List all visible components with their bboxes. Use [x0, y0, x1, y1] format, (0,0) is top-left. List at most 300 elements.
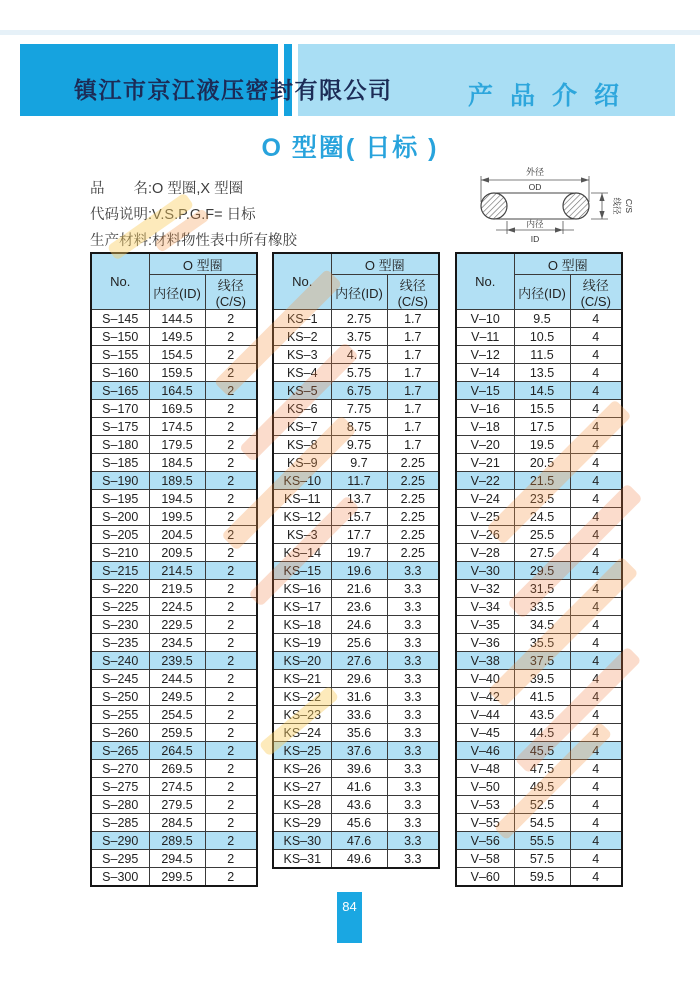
cell-id: 269.5 [149, 760, 205, 778]
cell-no: S–295 [91, 850, 149, 868]
table-row [456, 778, 622, 796]
cell-id: 2.75 [331, 310, 387, 328]
cell-no: V–56 [456, 832, 514, 850]
cell-cs: 4 [570, 526, 622, 544]
cell-id: 34.5 [514, 616, 570, 634]
table-row [456, 796, 622, 814]
table-row [456, 454, 622, 472]
table-row [273, 400, 439, 418]
cell-cs: 4 [570, 634, 622, 652]
cell-no: KS–22 [273, 688, 331, 706]
cell-cs: 4 [570, 508, 622, 526]
cell-cs: 1.7 [387, 382, 439, 400]
cell-cs: 2.25 [387, 508, 439, 526]
cell-cs: 3.3 [387, 832, 439, 850]
spec-table-ks-series [272, 252, 440, 869]
table-row [91, 436, 257, 454]
col-header-id: 内径(ID) [514, 275, 570, 310]
page-number-badge: 84 [337, 892, 362, 943]
cell-cs: 4 [570, 670, 622, 688]
cell-id: 44.5 [514, 724, 570, 742]
table-row [456, 850, 622, 868]
cell-cs: 4 [570, 724, 622, 742]
cell-cs: 3.3 [387, 598, 439, 616]
cell-cs: 1.7 [387, 310, 439, 328]
cell-id: 234.5 [149, 634, 205, 652]
table-row [273, 382, 439, 400]
cell-cs: 3.3 [387, 562, 439, 580]
cell-no: V–53 [456, 796, 514, 814]
cell-no: KS–3 [273, 346, 331, 364]
cell-cs: 2 [205, 850, 257, 868]
cell-id: 279.5 [149, 796, 205, 814]
cell-id: 249.5 [149, 688, 205, 706]
table-row [91, 778, 257, 796]
cell-id: 19.6 [331, 562, 387, 580]
cell-no: KS–20 [273, 652, 331, 670]
table-row [273, 490, 439, 508]
cell-id: 219.5 [149, 580, 205, 598]
cell-no: V–34 [456, 598, 514, 616]
cs-label: 线径 [612, 197, 622, 215]
cell-id: 25.5 [514, 526, 570, 544]
cell-no: KS–18 [273, 616, 331, 634]
table-row [91, 850, 257, 868]
cell-no: KS–3 [273, 526, 331, 544]
cell-cs: 1.7 [387, 418, 439, 436]
cell-no: S–250 [91, 688, 149, 706]
table-row [91, 400, 257, 418]
cell-no: V–40 [456, 670, 514, 688]
cell-no: V–36 [456, 634, 514, 652]
cell-id: 209.5 [149, 544, 205, 562]
cell-no: V–58 [456, 850, 514, 868]
cell-cs: 4 [570, 544, 622, 562]
cell-no: S–255 [91, 706, 149, 724]
table-row [456, 814, 622, 832]
table-row [456, 418, 622, 436]
cell-cs: 2 [205, 346, 257, 364]
table-row [456, 508, 622, 526]
cell-no: S–290 [91, 832, 149, 850]
table-row [273, 346, 439, 364]
od-code: OD [528, 182, 542, 192]
cell-cs: 4 [570, 328, 622, 346]
table-row [91, 760, 257, 778]
cell-id: 37.6 [331, 742, 387, 760]
cell-cs: 4 [570, 382, 622, 400]
cell-no: S–185 [91, 454, 149, 472]
material-line: 生产材料:材料物性表中所有橡胶 [90, 233, 298, 249]
cell-no: V–42 [456, 688, 514, 706]
cell-id: 47.5 [514, 760, 570, 778]
cell-id: 199.5 [149, 508, 205, 526]
table-row [91, 706, 257, 724]
cell-no: KS–12 [273, 508, 331, 526]
cell-id: 45.5 [514, 742, 570, 760]
cell-cs: 2 [205, 868, 257, 887]
cell-no: S–205 [91, 526, 149, 544]
cell-cs: 2 [205, 670, 257, 688]
cell-cs: 2 [205, 778, 257, 796]
cell-no: V–32 [456, 580, 514, 598]
table-row [91, 310, 257, 328]
table-row [91, 634, 257, 652]
table-row [273, 562, 439, 580]
cell-id: 52.5 [514, 796, 570, 814]
cell-id: 31.5 [514, 580, 570, 598]
cell-cs: 2 [205, 760, 257, 778]
table-row [273, 742, 439, 760]
table-row [91, 562, 257, 580]
cell-id: 239.5 [149, 652, 205, 670]
cell-cs: 4 [570, 400, 622, 418]
cell-no: V–30 [456, 562, 514, 580]
table-row [91, 544, 257, 562]
cell-cs: 4 [570, 310, 622, 328]
table-row [273, 328, 439, 346]
cell-id: 179.5 [149, 436, 205, 454]
cell-cs: 2 [205, 364, 257, 382]
cell-cs: 2 [205, 634, 257, 652]
table-row [273, 832, 439, 850]
table-row [456, 670, 622, 688]
cell-cs: 3.3 [387, 796, 439, 814]
table-row [456, 472, 622, 490]
col-header-id: 内径(ID) [149, 275, 205, 310]
cell-no: V–10 [456, 310, 514, 328]
cell-id: 49.5 [514, 778, 570, 796]
cell-id: 20.5 [514, 454, 570, 472]
cell-no: V–28 [456, 544, 514, 562]
table-row [456, 346, 622, 364]
cell-cs: 4 [570, 346, 622, 364]
cell-no: V–38 [456, 652, 514, 670]
col-header-cs: 线径(C/S) [387, 275, 439, 310]
cell-no: KS–29 [273, 814, 331, 832]
cell-cs: 2 [205, 436, 257, 454]
cell-id: 189.5 [149, 472, 205, 490]
table-row [91, 688, 257, 706]
cell-cs: 4 [570, 472, 622, 490]
cell-id: 3.75 [331, 328, 387, 346]
table-row [456, 634, 622, 652]
cell-id: 11.5 [514, 346, 570, 364]
cell-cs: 1.7 [387, 346, 439, 364]
oring-left-section [481, 193, 507, 219]
cell-id: 41.5 [514, 688, 570, 706]
cell-id: 214.5 [149, 562, 205, 580]
cell-cs: 1.7 [387, 436, 439, 454]
cell-no: KS–4 [273, 364, 331, 382]
cell-id: 59.5 [514, 868, 570, 887]
id-code: ID [530, 234, 540, 244]
cell-cs: 4 [570, 454, 622, 472]
cell-no: KS–11 [273, 490, 331, 508]
cell-no: S–155 [91, 346, 149, 364]
cell-id: 17.5 [514, 418, 570, 436]
cell-id: 57.5 [514, 850, 570, 868]
cell-cs: 2 [205, 328, 257, 346]
cell-id: 31.6 [331, 688, 387, 706]
cell-id: 41.6 [331, 778, 387, 796]
table-row [91, 598, 257, 616]
cell-cs: 4 [570, 436, 622, 454]
cell-no: KS–30 [273, 832, 331, 850]
spec-table-s-series [90, 252, 258, 887]
cell-no: KS–7 [273, 418, 331, 436]
table-row [273, 364, 439, 382]
cell-id: 39.6 [331, 760, 387, 778]
table-row [456, 580, 622, 598]
cell-no: KS–28 [273, 796, 331, 814]
cell-cs: 3.3 [387, 634, 439, 652]
table-row [456, 400, 622, 418]
col-header-group: O 型圈 [149, 253, 257, 275]
cell-no: S–300 [91, 868, 149, 887]
cell-id: 39.5 [514, 670, 570, 688]
cell-id: 204.5 [149, 526, 205, 544]
cell-no: S–150 [91, 328, 149, 346]
od-label: 外径 [525, 167, 545, 177]
cell-cs: 2 [205, 526, 257, 544]
table-row [273, 598, 439, 616]
cell-cs: 1.7 [387, 364, 439, 382]
cell-no: V–22 [456, 472, 514, 490]
cell-no: KS–8 [273, 436, 331, 454]
col-header-id: 内径(ID) [331, 275, 387, 310]
cell-cs: 2 [205, 508, 257, 526]
cell-no: V–24 [456, 490, 514, 508]
cell-no: V–60 [456, 868, 514, 887]
cell-id: 47.6 [331, 832, 387, 850]
cell-no: KS–16 [273, 580, 331, 598]
cell-id: 24.6 [331, 616, 387, 634]
cell-cs: 4 [570, 760, 622, 778]
cell-cs: 3.3 [387, 778, 439, 796]
cell-cs: 4 [570, 742, 622, 760]
cell-id: 6.75 [331, 382, 387, 400]
table-row [456, 616, 622, 634]
table-row [456, 724, 622, 742]
table-row [91, 742, 257, 760]
cell-id: 43.6 [331, 796, 387, 814]
table-row [91, 364, 257, 382]
cell-cs: 2 [205, 814, 257, 832]
cell-no: V–26 [456, 526, 514, 544]
cell-id: 29.6 [331, 670, 387, 688]
cell-no: S–225 [91, 598, 149, 616]
cell-no: S–165 [91, 382, 149, 400]
cell-no: V–18 [456, 418, 514, 436]
cell-cs: 2 [205, 688, 257, 706]
table-row [456, 382, 622, 400]
cell-cs: 3.3 [387, 670, 439, 688]
cell-cs: 2 [205, 796, 257, 814]
cell-id: 254.5 [149, 706, 205, 724]
cell-cs: 4 [570, 814, 622, 832]
table-row [273, 724, 439, 742]
cell-cs: 4 [570, 688, 622, 706]
table-row [273, 436, 439, 454]
cell-no: KS–1 [273, 310, 331, 328]
cell-id: 264.5 [149, 742, 205, 760]
cell-no: V–48 [456, 760, 514, 778]
table-row [91, 328, 257, 346]
cell-cs: 3.3 [387, 706, 439, 724]
table-row [273, 670, 439, 688]
cell-id: 49.6 [331, 850, 387, 869]
cell-no: S–200 [91, 508, 149, 526]
cell-no: V–14 [456, 364, 514, 382]
cell-no: KS–31 [273, 850, 331, 869]
table-row [273, 616, 439, 634]
table-row [273, 652, 439, 670]
cell-cs: 1.7 [387, 328, 439, 346]
table-row [273, 472, 439, 490]
col-header-group: O 型圈 [331, 253, 439, 275]
table-row [456, 742, 622, 760]
cell-cs: 3.3 [387, 724, 439, 742]
cell-id: 21.5 [514, 472, 570, 490]
table-row [456, 526, 622, 544]
table-row [456, 364, 622, 382]
cell-no: KS–27 [273, 778, 331, 796]
cell-id: 21.6 [331, 580, 387, 598]
cell-cs: 3.3 [387, 580, 439, 598]
cell-cs: 4 [570, 868, 622, 887]
cell-no: KS–15 [273, 562, 331, 580]
cell-id: 299.5 [149, 868, 205, 887]
table-row [91, 490, 257, 508]
cell-id: 15.5 [514, 400, 570, 418]
cell-id: 45.6 [331, 814, 387, 832]
cell-cs: 2 [205, 724, 257, 742]
cell-cs: 4 [570, 616, 622, 634]
table-row [91, 832, 257, 850]
table-row [273, 706, 439, 724]
cell-cs: 2 [205, 580, 257, 598]
cell-id: 164.5 [149, 382, 205, 400]
table-row [273, 454, 439, 472]
page-title: O 型圈( 日标 ) [261, 134, 439, 162]
cell-cs: 2 [205, 652, 257, 670]
cell-id: 289.5 [149, 832, 205, 850]
cell-id: 37.5 [514, 652, 570, 670]
top-rule [0, 30, 700, 35]
table-row [91, 868, 257, 887]
cell-cs: 4 [570, 850, 622, 868]
cell-id: 55.5 [514, 832, 570, 850]
table-row [91, 670, 257, 688]
cell-cs: 3.3 [387, 760, 439, 778]
cell-id: 27.5 [514, 544, 570, 562]
cell-cs: 2 [205, 616, 257, 634]
cell-id: 5.75 [331, 364, 387, 382]
cell-no: S–270 [91, 760, 149, 778]
cell-no: S–160 [91, 364, 149, 382]
cell-no: V–35 [456, 616, 514, 634]
cell-id: 8.75 [331, 418, 387, 436]
table-row [456, 706, 622, 724]
cell-cs: 2 [205, 400, 257, 418]
cell-id: 174.5 [149, 418, 205, 436]
table-row [456, 598, 622, 616]
table-row [456, 544, 622, 562]
cell-id: 9.5 [514, 310, 570, 328]
cell-id: 19.7 [331, 544, 387, 562]
table-row [91, 508, 257, 526]
cell-id: 229.5 [149, 616, 205, 634]
cell-cs: 2 [205, 706, 257, 724]
cell-id: 149.5 [149, 328, 205, 346]
cell-id: 154.5 [149, 346, 205, 364]
cell-id: 23.6 [331, 598, 387, 616]
cell-id: 9.75 [331, 436, 387, 454]
cell-no: S–195 [91, 490, 149, 508]
cell-cs: 4 [570, 652, 622, 670]
cell-id: 13.5 [514, 364, 570, 382]
cell-id: 17.7 [331, 526, 387, 544]
col-header-no: No. [91, 253, 149, 310]
cell-id: 10.5 [514, 328, 570, 346]
cell-id: 244.5 [149, 670, 205, 688]
product-name-line: 品 名:O 型圈,X 型圈 [90, 181, 244, 197]
table-row [456, 832, 622, 850]
company-name: 镇江市京江液压密封有限公司 [74, 77, 393, 103]
table-row [91, 580, 257, 598]
table-row [456, 490, 622, 508]
oring-diagram [446, 164, 661, 251]
cell-cs: 3.3 [387, 652, 439, 670]
cell-cs: 3.3 [387, 814, 439, 832]
cell-no: KS–25 [273, 742, 331, 760]
table-row [273, 580, 439, 598]
table-row [456, 328, 622, 346]
cell-id: 23.5 [514, 490, 570, 508]
cell-no: V–12 [456, 346, 514, 364]
cell-no: S–215 [91, 562, 149, 580]
table-row [273, 760, 439, 778]
cell-no: V–16 [456, 400, 514, 418]
cell-id: 7.75 [331, 400, 387, 418]
cell-id: 19.5 [514, 436, 570, 454]
cell-id: 35.6 [331, 724, 387, 742]
product-info [90, 176, 297, 254]
table-row [91, 346, 257, 364]
cell-cs: 2 [205, 310, 257, 328]
cell-no: KS–9 [273, 454, 331, 472]
cell-no: V–50 [456, 778, 514, 796]
cell-no: S–280 [91, 796, 149, 814]
cell-id: 54.5 [514, 814, 570, 832]
cell-no: V–15 [456, 382, 514, 400]
cell-cs: 2.25 [387, 472, 439, 490]
table-row [91, 814, 257, 832]
cell-no: V–44 [456, 706, 514, 724]
cell-id: 9.7 [331, 454, 387, 472]
cell-no: S–265 [91, 742, 149, 760]
cell-no: KS–24 [273, 724, 331, 742]
cell-no: S–210 [91, 544, 149, 562]
cell-cs: 4 [570, 580, 622, 598]
cell-id: 35.5 [514, 634, 570, 652]
table-row [91, 796, 257, 814]
cell-cs: 4 [570, 418, 622, 436]
table-row [273, 526, 439, 544]
cell-no: V–25 [456, 508, 514, 526]
cell-id: 274.5 [149, 778, 205, 796]
